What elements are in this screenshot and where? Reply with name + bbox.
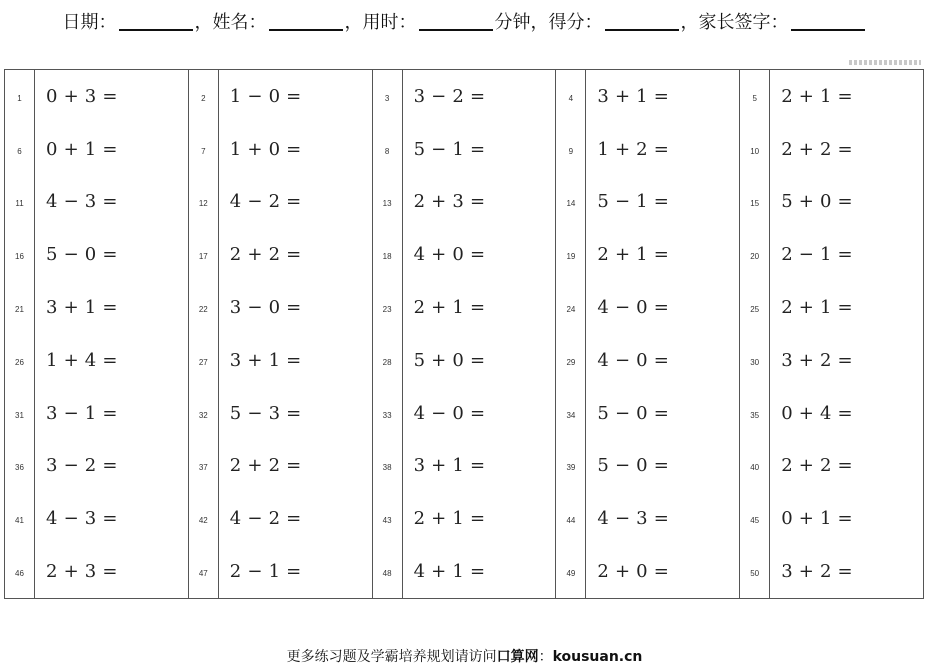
worksheet-header <box>0 6 929 36</box>
problem-expression: 5 − 1 = <box>413 138 486 160</box>
problem-expression: 2 + 1 = <box>781 85 853 107</box>
footer-text: 更多练习题及学霸培养规划请访问 <box>286 649 497 665</box>
problem-number: 21 <box>5 281 35 334</box>
problem-cell <box>5 70 188 123</box>
problem-expression: 4 − 0 = <box>413 402 486 424</box>
problem-number: 22 <box>189 281 219 334</box>
problem-number: 32 <box>189 387 219 440</box>
problem-cell <box>373 492 556 545</box>
problem-cell <box>740 281 923 334</box>
problem-expression: 2 + 2 = <box>229 455 302 477</box>
problem-expression: 3 + 2 = <box>781 349 853 371</box>
problem-expression: 3 + 1 = <box>229 349 302 371</box>
time-blank[interactable] <box>419 11 493 31</box>
problem-cell <box>556 70 739 123</box>
problem-number: 50 <box>740 545 770 598</box>
problem-number: 49 <box>556 545 586 598</box>
problem-expression: 5 − 0 = <box>597 455 670 477</box>
footer-brand: 口算网 <box>496 649 539 665</box>
problem-cell <box>740 334 923 387</box>
problem-number: 15 <box>740 176 770 229</box>
problem-cell <box>556 228 739 281</box>
signature-blank[interactable] <box>791 11 865 31</box>
problem-expression: 5 + 0 = <box>781 191 853 213</box>
problem-number: 16 <box>5 228 35 281</box>
date-blank[interactable] <box>119 11 193 31</box>
problem-number: 35 <box>740 387 770 440</box>
problem-cell <box>373 545 556 598</box>
problem-cell <box>5 334 188 387</box>
problem-expression: 5 − 0 = <box>46 244 118 266</box>
problem-expression: 1 + 0 = <box>229 138 302 160</box>
problem-expression: 4 + 0 = <box>413 244 486 266</box>
problem-number: 10 <box>740 123 770 176</box>
problem-cell <box>189 440 372 493</box>
problem-cell <box>189 492 372 545</box>
problem-expression: 2 + 1 = <box>597 244 670 266</box>
problem-expression: 3 + 1 = <box>597 85 670 107</box>
problem-expression: 2 − 1 = <box>229 561 302 583</box>
problem-number: 46 <box>5 545 35 598</box>
problem-cell <box>5 440 188 493</box>
problem-number: 39 <box>556 440 586 493</box>
faint-watermark-mark <box>849 60 921 65</box>
problem-expression: 1 − 0 = <box>229 85 302 107</box>
problem-expression: 0 + 4 = <box>781 402 853 424</box>
problem-number: 17 <box>189 228 219 281</box>
problem-expression: 5 − 1 = <box>597 191 670 213</box>
problem-expression: 3 − 2 = <box>413 85 486 107</box>
problem-number: 43 <box>373 492 403 545</box>
problem-cell <box>556 387 739 440</box>
problem-number: 14 <box>556 176 586 229</box>
problem-cell <box>556 334 739 387</box>
problem-number: 28 <box>373 334 403 387</box>
problem-number: 33 <box>373 387 403 440</box>
problem-number: 47 <box>189 545 219 598</box>
problem-number: 38 <box>373 440 403 493</box>
problem-cell <box>740 492 923 545</box>
problem-column <box>555 70 739 598</box>
problem-column <box>188 70 372 598</box>
problem-cell <box>189 70 372 123</box>
problem-expression: 2 + 2 = <box>781 138 853 160</box>
problem-expression: 4 − 0 = <box>597 297 670 319</box>
problem-number: 31 <box>5 387 35 440</box>
problem-cell <box>5 123 188 176</box>
problem-expression: 1 + 2 = <box>597 138 670 160</box>
problem-cell <box>373 387 556 440</box>
problem-cell <box>189 334 372 387</box>
problem-number: 36 <box>5 440 35 493</box>
problem-expression: 4 + 1 = <box>413 561 486 583</box>
problem-number: 19 <box>556 228 586 281</box>
problem-expression: 2 + 3 = <box>46 561 118 583</box>
problem-cell <box>373 123 556 176</box>
problem-expression: 0 + 3 = <box>46 85 118 107</box>
problem-number: 24 <box>556 281 586 334</box>
problem-cell <box>740 176 923 229</box>
problem-cell <box>740 387 923 440</box>
problem-expression: 2 + 2 = <box>781 455 853 477</box>
problem-cell <box>556 440 739 493</box>
problem-number: 27 <box>189 334 219 387</box>
problem-expression: 2 + 1 = <box>413 297 486 319</box>
problem-cell <box>5 387 188 440</box>
problem-cell <box>5 228 188 281</box>
problem-expression: 2 + 2 = <box>229 244 302 266</box>
problem-expression: 3 − 2 = <box>46 455 118 477</box>
problem-number: 7 <box>189 123 219 176</box>
footer-domain-link[interactable]: kousuan.cn <box>552 649 643 665</box>
problem-expression: 5 + 0 = <box>413 349 486 371</box>
footer <box>0 646 929 666</box>
problem-expression: 2 + 1 = <box>413 508 486 530</box>
problem-number: 41 <box>5 492 35 545</box>
problem-number: 45 <box>740 492 770 545</box>
problem-number: 5 <box>740 70 770 123</box>
problem-expression: 0 + 1 = <box>781 508 853 530</box>
problem-cell <box>740 70 923 123</box>
problem-grid <box>4 69 924 599</box>
problem-expression: 2 + 1 = <box>781 297 853 319</box>
time-label: ，用时： <box>344 12 417 33</box>
problem-number: 11 <box>5 176 35 229</box>
problem-cell <box>189 545 372 598</box>
name-label: ，姓名： <box>194 12 267 33</box>
problem-expression: 2 + 3 = <box>413 191 486 213</box>
problem-cell <box>5 281 188 334</box>
problem-cell <box>373 228 556 281</box>
signature-label: ，家长签字： <box>680 12 789 33</box>
problem-expression: 1 + 4 = <box>46 349 118 371</box>
problem-number: 23 <box>373 281 403 334</box>
problem-number: 4 <box>556 70 586 123</box>
problem-cell <box>189 281 372 334</box>
problem-cell <box>740 545 923 598</box>
footer-separator: ： <box>538 649 553 665</box>
problem-expression: 3 − 1 = <box>46 402 118 424</box>
problem-expression: 4 − 2 = <box>229 508 302 530</box>
problem-expression: 4 − 2 = <box>229 191 302 213</box>
problem-number: 48 <box>373 545 403 598</box>
problem-cell <box>556 545 739 598</box>
problem-expression: 4 − 3 = <box>46 191 118 213</box>
problem-number: 18 <box>373 228 403 281</box>
problem-expression: 3 + 1 = <box>413 455 486 477</box>
problem-expression: 0 + 1 = <box>46 138 118 160</box>
problem-number: 26 <box>5 334 35 387</box>
problem-cell <box>740 228 923 281</box>
problem-cell <box>373 281 556 334</box>
problem-cell <box>556 176 739 229</box>
problem-number: 37 <box>189 440 219 493</box>
problem-number: 2 <box>189 70 219 123</box>
problem-expression: 3 − 0 = <box>229 297 302 319</box>
problem-cell <box>740 123 923 176</box>
problem-number: 1 <box>5 70 35 123</box>
problem-number: 8 <box>373 123 403 176</box>
problem-number: 42 <box>189 492 219 545</box>
date-label: 日期： <box>62 12 117 33</box>
problem-number: 20 <box>740 228 770 281</box>
problem-number: 9 <box>556 123 586 176</box>
problem-cell <box>556 281 739 334</box>
problem-cell <box>189 123 372 176</box>
problem-number: 6 <box>5 123 35 176</box>
problem-expression: 3 + 2 = <box>781 561 853 583</box>
minutes-score-label: 分钟，得分： <box>494 12 603 33</box>
problem-cell <box>5 492 188 545</box>
problem-expression: 2 + 0 = <box>597 561 670 583</box>
problem-number: 12 <box>189 176 219 229</box>
score-blank[interactable] <box>605 11 679 31</box>
problem-cell <box>5 545 188 598</box>
problem-cell <box>189 176 372 229</box>
problem-column <box>5 70 188 598</box>
problem-column <box>372 70 556 598</box>
problem-expression: 4 − 3 = <box>46 508 118 530</box>
problem-expression: 4 − 0 = <box>597 349 670 371</box>
problem-number: 30 <box>740 334 770 387</box>
problem-cell <box>373 334 556 387</box>
problem-cell <box>556 492 739 545</box>
problem-cell <box>373 176 556 229</box>
problem-expression: 4 − 3 = <box>597 508 670 530</box>
problem-column <box>739 70 923 598</box>
problem-cell <box>556 123 739 176</box>
problem-expression: 5 − 0 = <box>597 402 670 424</box>
problem-cell <box>5 176 188 229</box>
problem-number: 29 <box>556 334 586 387</box>
problem-cell <box>373 440 556 493</box>
problem-cell <box>189 228 372 281</box>
problem-number: 40 <box>740 440 770 493</box>
problem-cell <box>189 387 372 440</box>
problem-number: 25 <box>740 281 770 334</box>
problem-number: 34 <box>556 387 586 440</box>
problem-number: 3 <box>373 70 403 123</box>
problem-cell <box>740 440 923 493</box>
name-blank[interactable] <box>269 11 343 31</box>
problem-expression: 3 + 1 = <box>46 297 118 319</box>
problem-cell <box>373 70 556 123</box>
problem-number: 13 <box>373 176 403 229</box>
problem-expression: 2 − 1 = <box>781 244 853 266</box>
problem-expression: 5 − 3 = <box>229 402 302 424</box>
problem-number: 44 <box>556 492 586 545</box>
